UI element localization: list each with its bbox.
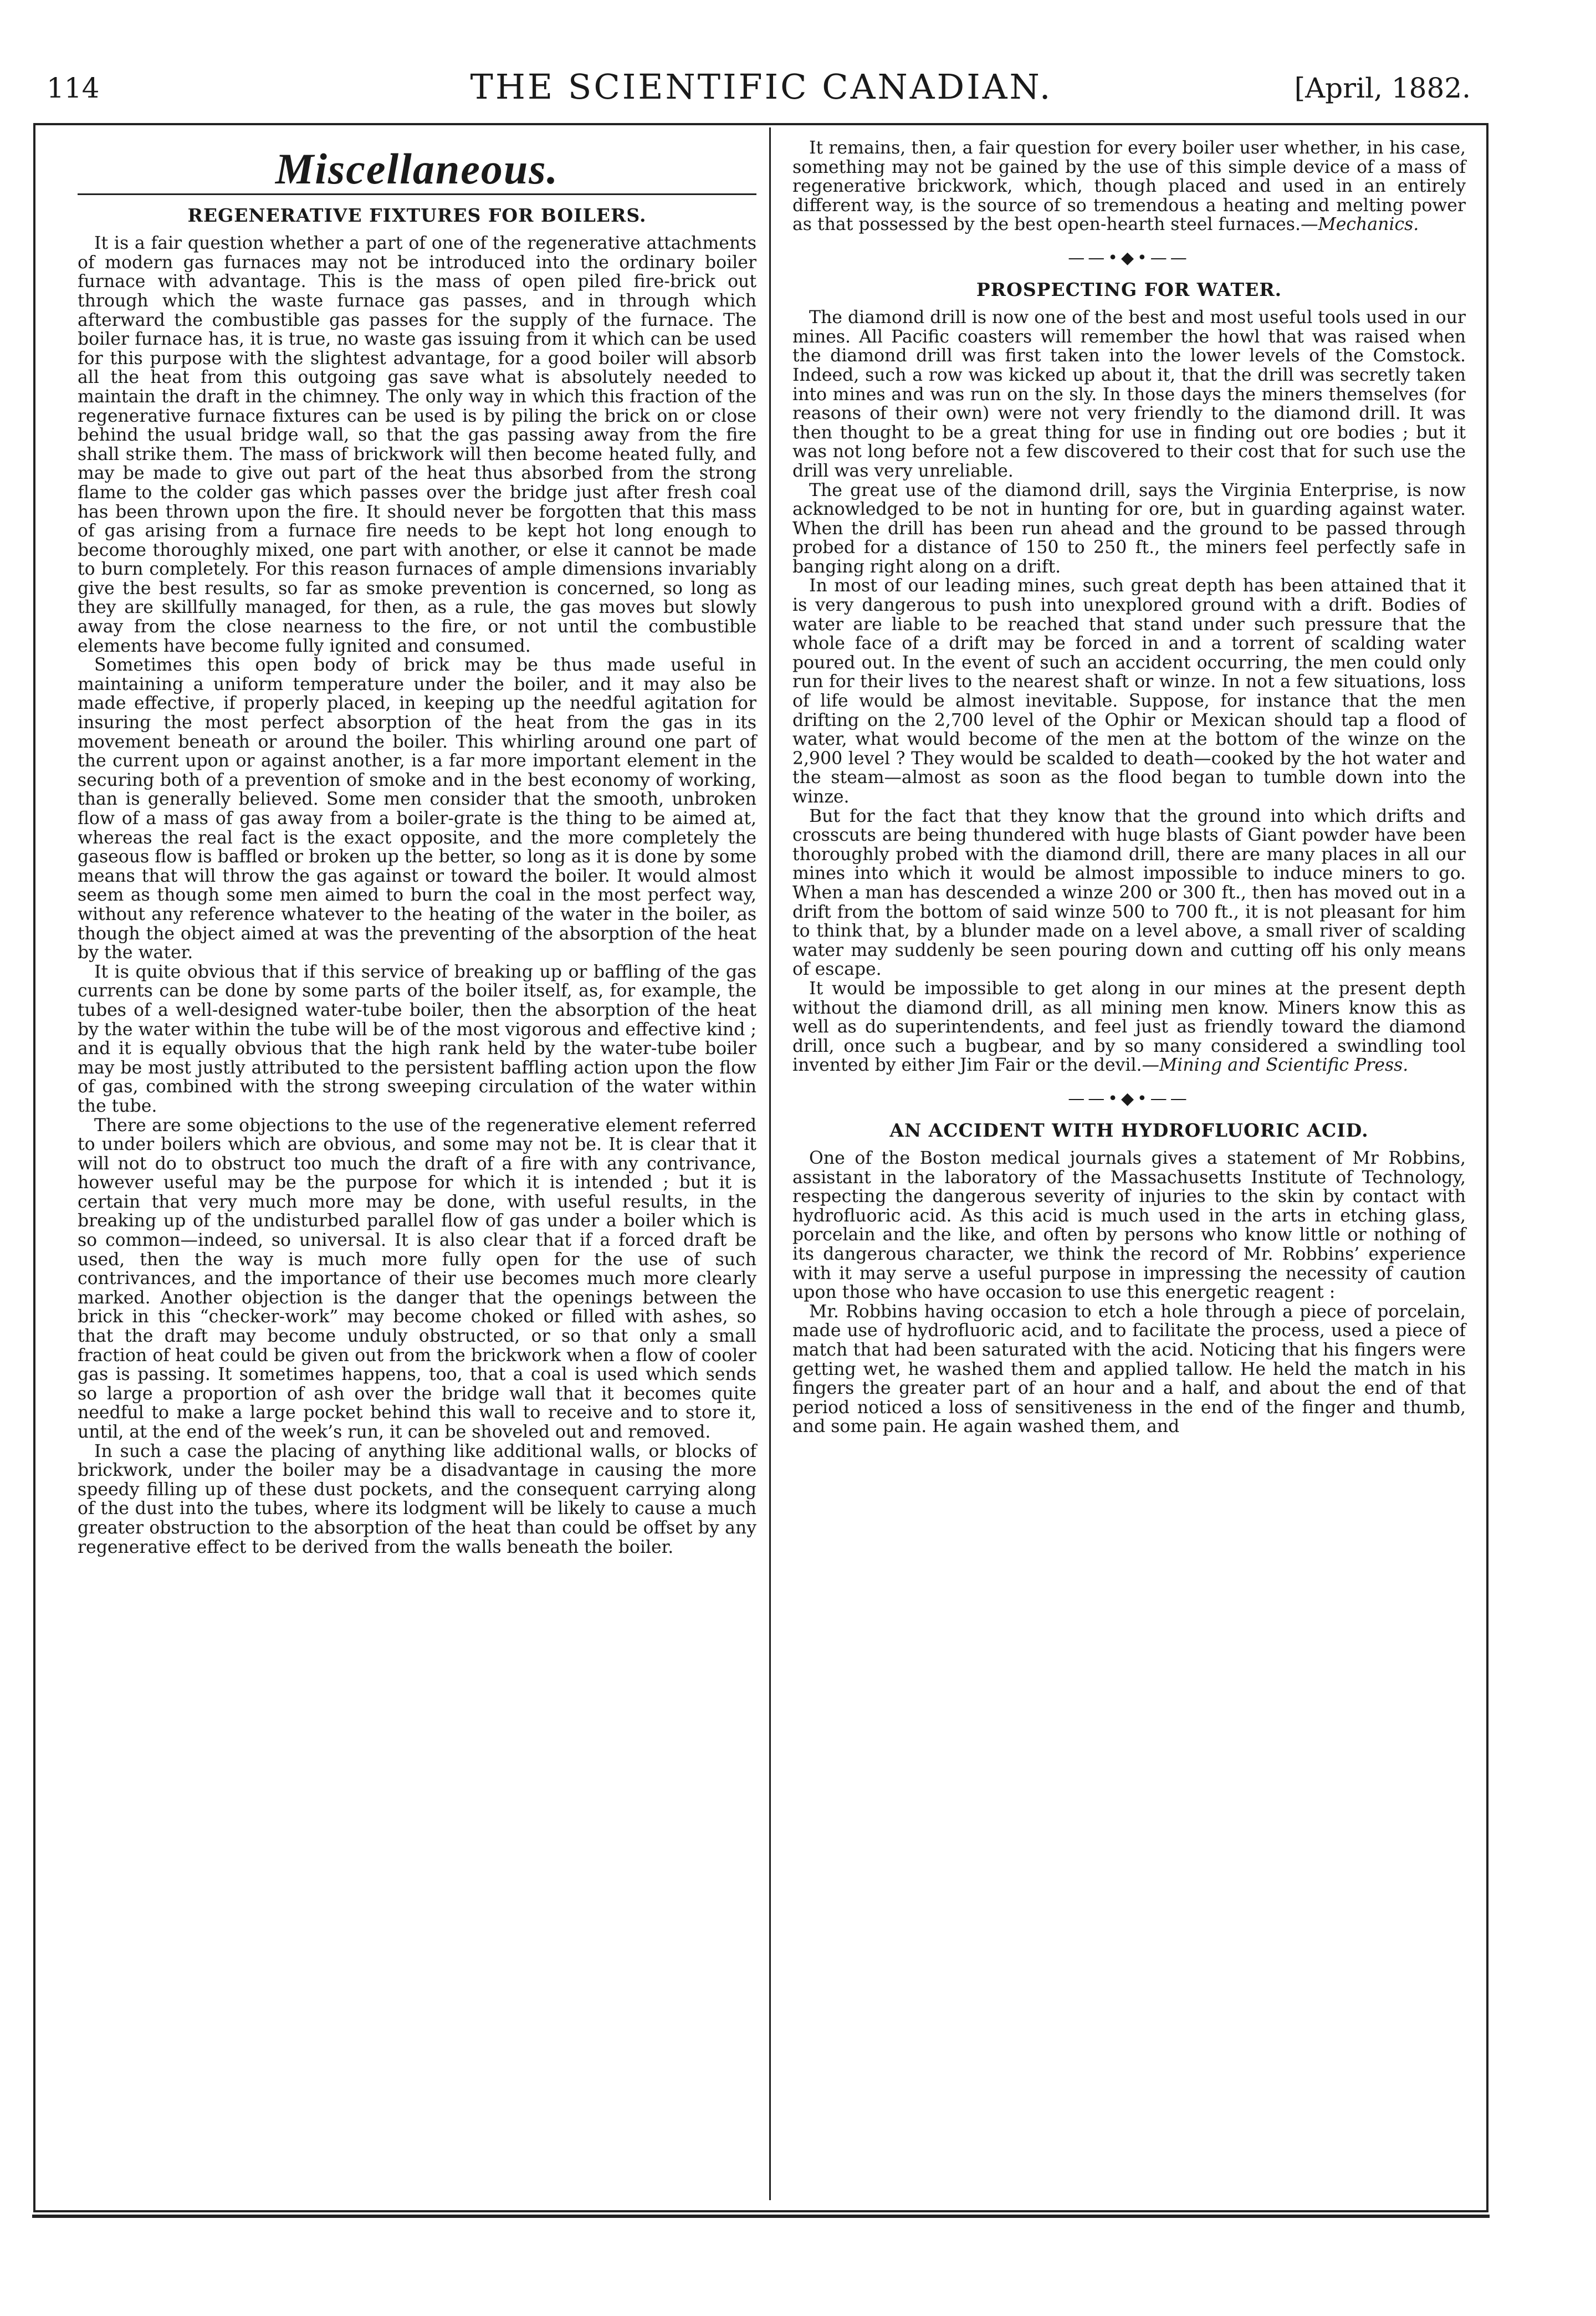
paragraph: There are some objections to the use of the regenerative element referred to under boilers which are obvious, and some may not be. It is clear that it will not do to obstruct too much the draft of a fire with any contrivance, however useful may be the purpose for which it is intended ; but it is certain that very much more may be done, with useful results, in the breaking up of the undisturbed parallel flow of gas under a boiler which is so common—indeed, so universal. It is also clear that if a forced draft be used, then the way is much more fully open for the use of such contrivances, and the importance of their use becomes much more clearly marked. Another objection is the danger that the openings between the brick in this “checker-work” may become choked or filled with ashes, so that the draft may become unduly obstructed, or so that only a small fraction of heat could be given out from the brickwork when a flow of cooler gas is passing. It sometimes happens, too, that a coal is used which sends so large a proportion of ash over the bridge wall that it becomes quite needful to make a large pocket behind this wall to receive and to store it, until, at the end of the week’s run, it can be shoveled out and removed. (78, 1115, 756, 1442)
article-title-accident: AN ACCIDENT WITH HYDROFLUORIC ACID. (889, 1119, 1369, 1141)
paragraph-text: It remains, then, a fair question for every boiler user whether, in his case, something may not be gained by the use of this simple device of a mass of regenerative brickwork, which, though placed and used in an entirely different way, is the source of so tremendous a heating and melting power as that possessed by the best open-hearth steel furnaces. (792, 138, 1466, 235)
paragraph: It is a fair question whether a part of one of the regenerative attachments of modern gas furnaces may not be introduced into the ordinary boiler furnace with advantage. This is the mass of open piled fire-brick out through which the waste furnace gas passes, and in through which afterward the combustible gas passes for the supply of the furnace. The boiler furnace has, it is true, no waste gas issuing from it which can be used for this purpose with the slightest advantage, for a good boiler will absorb all the heat from this outgoing gas save what is absolutely needed to maintain the draft in the chimney. The only way in which this fraction of the regenerative furnace fixtures can be used is by piling the brick on or close behind the usual bridge wall, so that the gas passing away from the fire shall strike them. The mass of brickwork will then become heated fully, and may be made to give out part of the heat thus absorbed from the strong flame to the colder gas which passes over the bridge just after fresh coal has been thrown upon the fire. It should never be forgotten that this mass of gas arising from a furnace fire needs to be kept hot long enough to become thoroughly mixed, one part with another, or else it cannot be made to burn completely. For this reason furnaces of ample dimensions invariably give the best results, so far as smoke prevention is concerned, so long as they are skillfully managed, for then, as a rule, the gas moves but slowly away from the close nearness to the fire, or not until the combustible elements have become fully ignited and consumed. (78, 233, 756, 656)
article-source: —Mining and Scientific Press. (1142, 1055, 1409, 1076)
paragraph: In most of our leading mines, such great depth has been attained that it is very dangerous to push into unexplored ground with a drift. Bodies of water are liable to be reached that stand under such pressure that the whole face of a drift may be forced in and a torrent of scalding water poured out. In the event of such an accident occurring, the men could only run for their lives to the nearest shaft or winze. In not a few situations, loss of life would be almost inevitable. Suppose, for instance that the men drifting on the 2,700 level of the Ophir or Mexican should tap a flood of water, what would become of the men at the bottom of the winze on the 2,900 level ? They would be scalded to death—cooked by the hot water and the steam—almost as soon as the flood began to tumble down into the winze. (792, 576, 1466, 807)
paragraph: The great use of the diamond drill, says the Virginia Enterprise, is now acknowledged to be not in hunting for ore, but in guarding against water. When the drill has been run ahead and the ground to be passed through probed for a distance of 150 to 250 ft., the miners feel perfectly safe in banging right along on a drift. (792, 480, 1466, 577)
paragraph: One of the Boston medical journals gives a statement of Mr Robbins, assistant in the laboratory of the Massachusetts Institute of Technology, respecting the dangerous severity of injuries to the skin by contact with hydrofluoric acid. As this acid is much used in the arts in etching glass, porcelain and the like, and often by persons who know little or nothing of its dangerous character, we think the record of Mr. Robbins’ experience with it may serve a useful purpose in impressing the necessity of caution upon those who have occasion to use this energetic reagent : (792, 1148, 1466, 1303)
article-source: —Mechanics. (1300, 214, 1419, 235)
section-rule (78, 193, 756, 195)
ornament-divider: ——•◆•—— (1068, 248, 1190, 268)
article-title-prospecting: PROSPECTING FOR WATER. (976, 278, 1282, 300)
journal-title: THE SCIENTIFIC CANADIAN. (470, 67, 1053, 107)
paragraph: Sometimes this open body of brick may be thus made useful in maintaining a uniform temperature under the boiler, and it may also be made effective, if properly placed, in keeping up the needful agitation for insuring the most perfect absorption of the heat from the gas in its movement beneath or around the boiler. This whirling around one part of the current upon or against another, is a far more important element in the securing both of a prevention of smoke and in the best economy of working, than is generally believed. Some men consider that the smooth, unbroken flow of a mass of gas away from a boiler-grate is the thing to be aimed at, whereas the real fact is the exact opposite, and the more completely the gaseous flow is baffled or broken up the better, so long as it is done by some means that will throw the gas against or toward the boiler. It would almost seem as though some men aimed to burn the coal in the most perfect way, without any reference whatever to the heating of the water in the boiler, as though the object aimed at was the preventing of the absorption of the heat by the water. (78, 655, 756, 963)
paragraph: In such a case the placing of anything like additional walls, or blocks of brickwork, under the boiler may be a disadvantage in causing the more speedy filling up of these dust pockets, and the consequent carrying along of the dust into the tubes, where its lodgment will be likely to cause a much greater obstruction to the absorption of the heat than could be offset by any regenerative effect to be derived from the walls beneath the boiler. (78, 1441, 756, 1557)
right-column (792, 139, 1466, 1436)
section-heading: Miscellaneous. (275, 145, 559, 193)
paragraph: Mr. Robbins having occasion to etch a hole through a piece of porcelain, made use of hydrofluoric acid, and to facilitate the process, used a piece of match that had been saturated with the acid. Noticing that his fingers were getting wet, he washed them and applied tallow. He held the match in his fingers the greater part of an hour and a half, and about the end of that period noticed a loss of sensitiveness in the end of the finger and thumb, and some pain. He again washed them, and (792, 1301, 1466, 1437)
paragraph-text: It would be impossible to get along in our mines at the present depth without the diamond drill, as all mining men know. Miners know this as well as do superintendents, and feel just as friendly toward the diamond drill, once such a bugbear, and by so many considered a swindling tool invented by either Jim Fair or the devil. (792, 978, 1466, 1076)
paragraph: But for the fact that they know that the ground into which drifts and crosscuts are being thundered with huge blasts of Giant powder have been thoroughly probed with the diamond drill, there are many places in all our mines into which it would be almost impossible to induce miners to go. When a man has descended a winze 200 or 300 ft., then has moved out in a drift from the bottom of said winze 500 to 700 ft., it is not pleasant for him to think that, by a blunder made on a level above, a small river of scalding water may suddenly be seen pouring down and cutting off his only means of escape. (792, 806, 1466, 980)
issue-date: [April, 1882. (1294, 72, 1471, 104)
page-header (35, 61, 1487, 105)
column-divider (769, 127, 771, 2200)
page-number: 114 (47, 72, 100, 104)
paragraph: It is quite obvious that if this service of breaking up or baffling of the gas currents can be done by some parts of the boiler itself, as, for example, the tubes of a well-designed water-tube boiler, then the absorption of the heat by the water within the tube will be of the most vigorous and effective kind ; and it is equally obvious that the high rank held by the water-tube boiler may be most justly attributed to the persistent baffling action upon the flow of gas, combined with the strong sweeping circulation of the water within the tube. (78, 962, 756, 1116)
left-column (78, 139, 756, 1557)
paragraph (792, 979, 1466, 1075)
paragraph: The diamond drill is now one of the best and most useful tools used in our mines. All Pacific coasters will remember the howl that was raised when the diamond drill was first taken into the lower levels of the Comstock. Indeed, such a row was kicked up about it, that the drill was secretly taken into mines and was run on the sly. In those days the miners themselves (for reasons of their own) were not very friendly to the diamond drill. It was then thought to be a great thing for use in finding out ore bodies ; but it was not long before not a few discovered to their cost that for such use the drill was very unreliable. (792, 308, 1466, 481)
paragraph (792, 139, 1466, 234)
article-title-regenerative: REGENERATIVE FIXTURES FOR BOILERS. (187, 204, 647, 226)
ornament-divider: ——•◆•—— (1068, 1088, 1190, 1108)
